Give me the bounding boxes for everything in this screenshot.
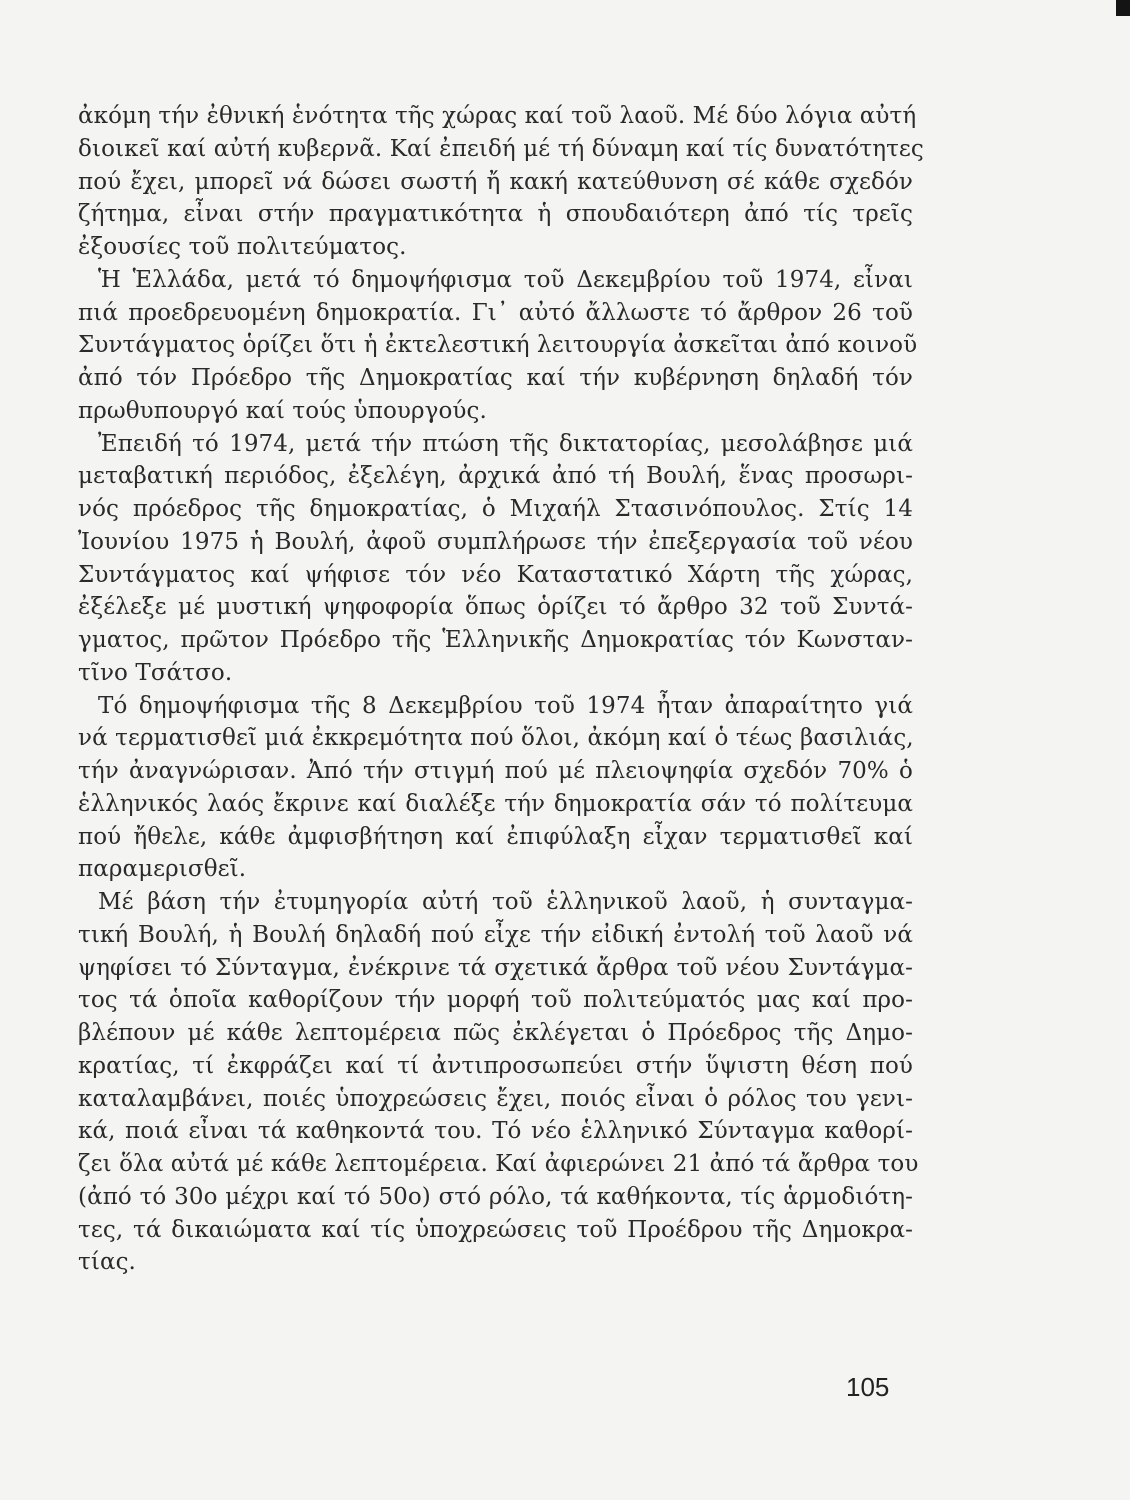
text-line: πιά προεδρευομένη δημοκρατία. Γι᾿ αὐτό ἄλλωστε τό ἄρθρον 26 τοῦ <box>78 299 913 326</box>
text-line: κρατίας, τί ἐκφράζει καί τί ἀντιπροσωπεύει στήν ὕψιστη θέση πού <box>78 1052 913 1079</box>
page-number: 105 <box>846 1372 890 1402</box>
text-line: πού ἔχει, μπορεῖ νά δώσει σωστή ἤ κακή κατεύθυνση σέ κάθε σχεδόν <box>78 168 913 195</box>
text-line: τίας. <box>78 1249 136 1276</box>
text-line: Ἐπειδή τό 1974, μετά τήν πτώση τῆς δικτατορίας, μεσολάβησε μιά <box>98 430 913 457</box>
text-line: ἀπό τόν Πρόεδρο τῆς Δημοκρατίας καί τήν κυβέρνηση δηλαδή τόν <box>78 365 913 391</box>
text-line: νός πρόεδρος τῆς δημοκρατίας, ὁ Μιχαήλ Στασινόπουλος. Στίς 14 <box>78 496 913 522</box>
text-line: πού ἤθελε, κάθε ἀμφισβήτηση καί ἐπιφύλαξη εἶχαν τερματισθεῖ καί <box>78 823 913 850</box>
body-text <box>78 100 924 1279</box>
text-line: μεταβατική περιόδος, ἐξελέγη, ἀρχικά ἀπό τή Βουλή, ἕνας προσωρι- <box>78 463 913 490</box>
text-line: ἐξέλεξε μέ μυστική ψηφοφορία ὅπως ὁρίζει τό ἄρθρο 32 τοῦ Συντά- <box>78 594 913 621</box>
text-line: Ἡ Ἑλλάδα, μετά τό δημοψήφισμα τοῦ Δεκεμβρίου τοῦ 1974, εἶναι <box>98 266 913 293</box>
text-line: καταλαμβάνει, ποιές ὑποχρεώσεις ἔχει, ποιός εἶναι ὁ ρόλος του γενι- <box>78 1085 913 1112</box>
text-line: ψηφίσει τό Σύνταγμα, ἐνέκρινε τά σχετικά ἄρθρα τοῦ νέου Συντάγμα- <box>78 954 913 981</box>
text-line: ἐξουσίες τοῦ πολιτεύματος. <box>78 234 407 260</box>
text-line: βλέπουν μέ κάθε λεπτομέρεια πῶς ἐκλέγεται ὁ Πρόεδρος τῆς Δημο- <box>78 1020 913 1046</box>
text-line: ἑλληνικός λαός ἔκρινε καί διαλέξε τήν δημοκρατία σάν τό πολίτευμα <box>78 790 913 817</box>
text-line: τική Βουλή, ἡ Βουλή δηλαδή πού εἶχε τήν εἰδική ἐντολή τοῦ λαοῦ νά <box>78 921 913 948</box>
text-line: Μέ βάση τήν ἐτυμηγορία αὐτή τοῦ ἑλληνικοῦ λαοῦ, ἡ συνταγμα- <box>98 889 913 915</box>
text-line: παραμερισθεῖ. <box>78 856 247 883</box>
text-line: γματος, πρῶτον Πρόεδρο τῆς Ἑλληνικῆς Δημοκρατίας τόν Κωνσταν- <box>78 627 913 653</box>
text-line: ζει ὅλα αὐτά μέ κάθε λεπτομέρεια. Καί ἀφιερώνει 21 ἀπό τά ἄρθρα του <box>78 1151 919 1177</box>
text-line: ζήτημα, εἶναι στήν πραγματικότητα ἡ σπουδαιότερη ἀπό τίς τρεῖς <box>78 201 913 228</box>
text-line: τες, τά δικαιώματα καί τίς ὑποχρεώσεις τοῦ Προέδρου τῆς Δημοκρα- <box>78 1216 913 1243</box>
text-line: πρωθυπουργό καί τούς ὑπουργούς. <box>78 397 487 424</box>
scan-edge-mark <box>1116 0 1130 16</box>
text-line: Ἰουνίου 1975 ἡ Βουλή, ἀφοῦ συμπλήρωσε τήν ἐπεξεργασία τοῦ νέου <box>78 528 913 555</box>
text-line: νά τερματισθεῖ μιά ἐκκρεμότητα πού ὅλοι, ἀκόμη καί ὁ τέως βασιλιάς, <box>78 725 914 752</box>
text-line: Τό δημοψήφισμα τῆς 8 Δεκεμβρίου τοῦ 1974 ἦταν ἀπαραίτητο γιά <box>98 692 913 719</box>
text-line: Συντάγματος καί ψήφισε τόν νέο Καταστατικό Χάρτη τῆς χώρας, <box>78 561 913 588</box>
text-line: ἀκόμη τήν ἐθνική ἑνότητα τῆς χώρας καί τοῦ λαοῦ. Μέ δύο λόγια αὐτή <box>78 103 917 129</box>
text-line: (ἀπό τό 30ο μέχρι καί τό 50ο) στό ρόλο, τά καθήκοντα, τίς ἁρμοδιότη- <box>78 1183 913 1210</box>
text-line: τος τά ὁποῖα καθορίζουν τήν μορφή τοῦ πολιτεύματός μας καί προ- <box>78 987 913 1014</box>
text-line: τήν ἀναγνώρισαν. Ἀπό τήν στιγμή πού μέ πλειοψηφία σχεδόν 70% ὁ <box>78 758 913 784</box>
text-line: διοικεῖ καί αὐτή κυβερνᾶ. Καί ἐπειδή μέ τή δύναμη καί τίς δυνατότητες <box>78 135 924 162</box>
text-line: Συντάγματος ὁρίζει ὅτι ἡ ἐκτελεστική λειτουργία ἀσκεῖται ἀπό κοινοῦ <box>78 332 918 359</box>
text-line: τῖνο Τσάτσο. <box>78 659 233 686</box>
text-line: κά, ποιά εἶναι τά καθηκοντά του. Τό νέο ἑλληνικό Σύνταγμα καθορί- <box>78 1118 913 1145</box>
